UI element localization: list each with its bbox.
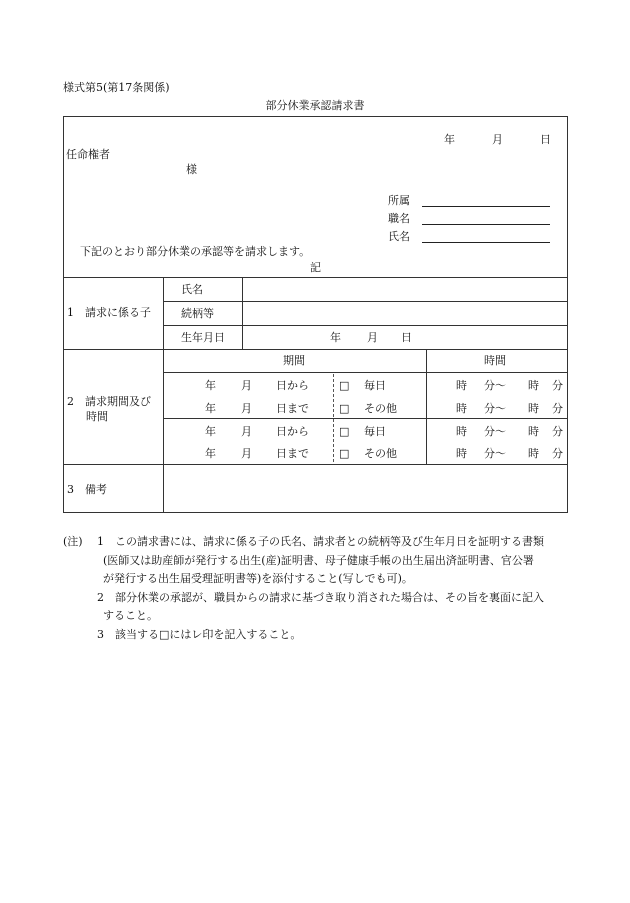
- dob-year: 年: [330, 331, 341, 344]
- note-1-number: 1: [97, 535, 104, 548]
- date-month: 月: [492, 133, 503, 146]
- section2-label-line2: 時間: [86, 410, 108, 423]
- checkbox-other-2[interactable]: □: [339, 447, 350, 460]
- section3-label: 3 備考: [67, 483, 107, 496]
- page-title: 部分休業承認請求書: [265, 99, 365, 112]
- note-2-line-1: 部分休業の承認が、職員からの請求に基づき取り消された場合は、その旨を裏面に記入: [115, 590, 544, 604]
- dob-month: 月: [367, 331, 378, 344]
- checkbox-daily-2[interactable]: □: [339, 425, 350, 438]
- time-column-header: 時間: [484, 354, 506, 367]
- birthdate-label: 生年月日: [181, 331, 225, 344]
- relation-input[interactable]: [244, 308, 566, 324]
- note-1-line-2: (医師又は助産師が発行する出生(産)証明書、母子健康手帳の出生届出済証明書、官公署: [103, 553, 534, 567]
- position-line[interactable]: [422, 224, 550, 225]
- section1-label: 1 請求に係る子: [67, 306, 151, 319]
- note-1-line-3: が発行する出生届受理証明書等)を添付すること(写しでも可)。: [103, 572, 413, 585]
- form-number: 様式第5(第17条関係): [63, 81, 170, 94]
- period-column-header: 期間: [283, 354, 305, 367]
- child-name-input[interactable]: [244, 284, 566, 300]
- honorific: 様: [186, 163, 197, 176]
- appointing-authority: 任命権者: [66, 148, 110, 161]
- child-name-label: 氏名: [181, 283, 203, 296]
- ki-heading: 記: [310, 261, 321, 274]
- dob-day: 日: [401, 331, 412, 344]
- checkbox-daily-1[interactable]: □: [339, 379, 350, 392]
- document-page: 様式第5(第17条関係) 部分休業承認請求書 年 月 日 任命権者 様 所属 職名 氏名 下記のとおり部分休業の承認等を請求します。 記 1 請求に係る子 氏名 続柄等 生年月日 年 月 日 2 請求期間及び 時間 期間 時間 年 月 日から □ 毎日 時 分〜 時 分 年 月 日まで □ その他 時 分〜 時 分 年 月 日から □ 毎日 時 分〜 時 分 年 月 日まで □ その他 時 分〜 時 分 3 備考 (注) 1 この請求書には、請求に係る子の氏名、請求者との続柄等及び生年月日を証明する書類 (医師又は助産師が発行する出生(産)証明書、母子健康手帳の出生届出済証明書、官公署 が発行する出生届受理証明書等)を添付すること(写しでも可)。 2 部分休業の承認が、職員からの請求に基づき取り消された場合は、その旨を裏面に記入 すること。 3 該当する□にはレ印を記入すること。: [0, 0, 630, 903]
- name-line[interactable]: [422, 242, 550, 243]
- remarks-input[interactable]: [166, 467, 566, 511]
- note-3-line-1: 該当する□にはレ印を記入すること。: [115, 627, 302, 641]
- note-1-line-1: この請求書には、請求に係る子の氏名、請求者との続柄等及び生年月日を証明する書類: [115, 535, 544, 548]
- date-day: 日: [540, 133, 551, 146]
- field-name-label: 氏名: [388, 230, 410, 243]
- affiliation-line[interactable]: [422, 206, 550, 207]
- note-2-number: 2: [97, 590, 104, 604]
- section2-label-line1: 2 請求期間及び: [67, 395, 151, 408]
- checkbox-other-1[interactable]: □: [339, 402, 350, 415]
- note-3-number: 3: [97, 627, 104, 641]
- note-2-line-2: すること。: [103, 609, 158, 622]
- field-affiliation-label: 所属: [388, 194, 410, 207]
- date-year: 年: [444, 133, 455, 146]
- field-position-label: 職名: [388, 212, 410, 225]
- request-statement: 下記のとおり部分休業の承認等を請求します。: [80, 245, 311, 258]
- relation-label: 続柄等: [181, 307, 214, 320]
- notes-prefix: (注): [63, 535, 83, 548]
